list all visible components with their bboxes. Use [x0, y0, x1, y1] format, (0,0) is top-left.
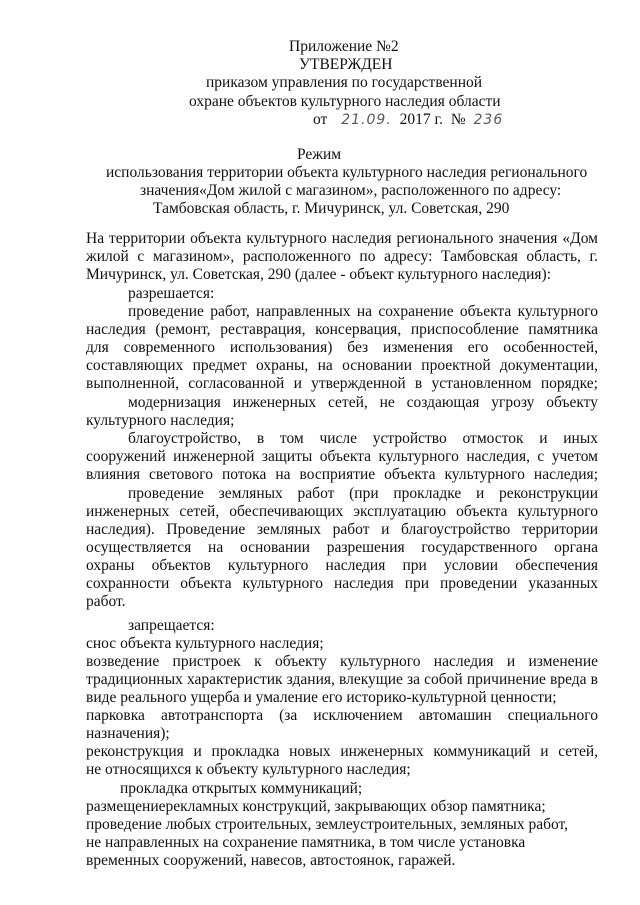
body-line: влияния светового потока на восприятие объекта культурного наследия; — [86, 466, 598, 483]
body-line: работ. — [86, 593, 126, 610]
body-line: Мичуринск, ул. Советская, 290 (далее - объект культурного наследия): — [86, 266, 552, 283]
document-heading: Режим — [297, 146, 342, 163]
body-line: парковка автотранспорта (за исключением автомашин специального — [86, 707, 598, 724]
body-line: для современного использования) без изменения его особенностей, — [86, 339, 598, 356]
body-line: сохранности объекта культурного наследия при проведении указанных — [86, 575, 598, 592]
date-year: 2017 г. — [399, 111, 443, 128]
appendix-number: Приложение №2 — [289, 38, 399, 55]
body-line: жилой с магазином», расположенного по адресу: Тамбовская область, г. — [86, 248, 598, 265]
body-line: культурного наследия; — [86, 412, 235, 429]
handwritten-number: 236 — [473, 112, 504, 128]
body-line: сооружений инженерной защиты объекта культурного наследия, с учетом — [86, 448, 598, 465]
body-line: возведение пристроек к объекту культурного наследия и изменение — [86, 653, 598, 670]
body-line: благоустройство, в том числе устройство отмосток и иных — [128, 430, 598, 447]
allowed-heading: разрешается: — [128, 285, 215, 302]
title-line: значения«Дом жилой с магазином», расположенного по адресу: — [140, 182, 562, 199]
title-line: Тамбовская область, г. Мичуринск, ул. Советская, 290 — [153, 200, 510, 217]
body-line: наследия (ремонт, реставрация, консервация, приспособление памятника — [86, 321, 598, 338]
body-line: традиционных характеристик здания, влекущие за собой причинение вреда в — [86, 671, 598, 688]
approval-by-order: приказом управления по государственной — [206, 74, 483, 91]
body-line: инженерных сетей, обеспечивающих эксплуатацию объекта культурного — [86, 503, 598, 520]
body-line: реконструкция и прокладка новых инженерных коммуникаций и сетей, — [86, 743, 598, 760]
approved-stamp-text: УТВЕРЖДЕН — [299, 56, 393, 73]
body-line: временных сооружений, навесов, автостоянок, гаражей. — [86, 852, 456, 869]
title-line: использования территории объекта культурного наследия регионального — [106, 164, 588, 181]
handwritten-date: 21.09. — [341, 112, 392, 128]
body-line: размещениерекламных конструкций, закрывающих обзор памятника; — [86, 798, 546, 815]
number-prefix: № — [450, 111, 466, 128]
body-line: снос объекта культурного наследия; — [86, 635, 324, 652]
prohibited-heading: запрещается: — [128, 617, 215, 634]
approval-date-line — [313, 111, 503, 129]
body-line: На территории объекта культурного наследия регионального значения «Дом — [86, 230, 598, 247]
body-line: виде реального ущерба и умаление его историко-культурной ценности; — [86, 689, 557, 706]
body-line: модернизация инженерных сетей, не создающая угрозу объекту — [128, 394, 598, 411]
body-line: выполненной, согласованной и утвержденной в установленном порядке; — [86, 375, 598, 392]
body-line: проведение любых строительных, землеустроительных, земляных работ, — [86, 816, 568, 833]
body-line: осуществляется на основании разрешения государственного органа — [86, 539, 598, 556]
body-line: назначения); — [86, 725, 170, 742]
approval-authority: охране объектов культурного наследия области — [189, 93, 501, 110]
body-line: охраны объектов культурного наследия при условии обеспечения — [86, 557, 598, 574]
date-prefix: от — [313, 111, 328, 128]
body-line: прокладка открытых коммуникаций; — [120, 780, 363, 797]
body-line: проведение работ, направленных на сохранение объекта культурного — [128, 303, 598, 320]
body-line: составляющих предмет охраны, на основании проектной документации, — [86, 357, 598, 374]
body-line: не относящихся к объекту культурного наследия; — [86, 761, 411, 778]
body-line: проведение земляных работ (при прокладке и реконструкции — [128, 485, 598, 502]
body-line: наследия). Проведение земляных работ и благоустройство территории — [86, 521, 598, 538]
body-line: не направленных на сохранение памятника, в том числе установка — [86, 834, 526, 851]
